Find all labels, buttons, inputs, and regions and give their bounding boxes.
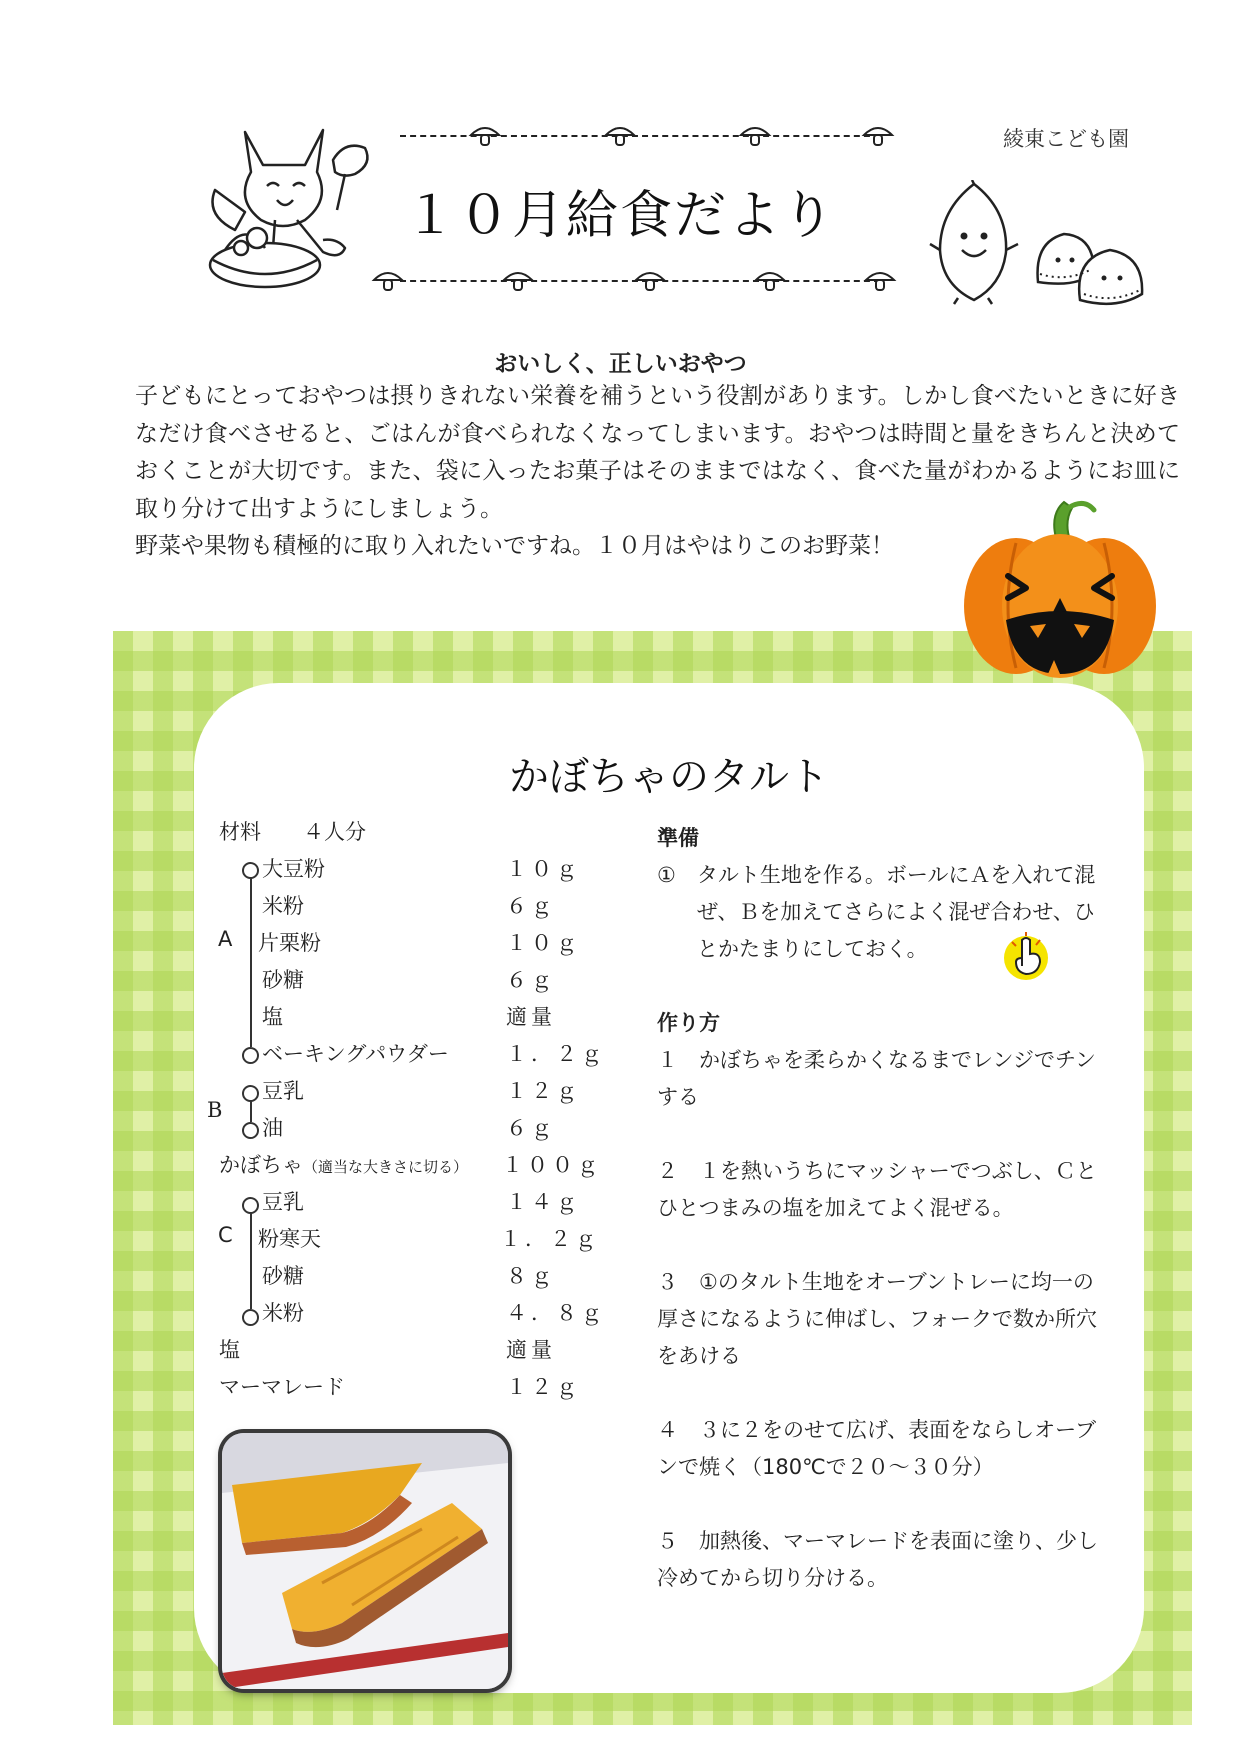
intro-paragraph: 子どもにとっておやつは摂りきれない栄養を補うという役割があります。しかし食べたいときに好きなだけ食べさせると、ごはんが食べられなくなってしまいます。おやつは時間と量をきちんと決めておくことが大切です。また、袋に入ったお菓子はそのままではなく、食べた量がわかるようにお皿に取り分けて出すようにしましょう。 <box>135 383 1180 522</box>
prep-step: ① タルト生地を作る。ボールにＡを入れて混ぜ、Ｂを加えてさらによく混ぜ合わせ、ひとかたまりにしておく。 <box>657 863 1096 961</box>
ingredient-name: マーマレード <box>219 1375 345 1399</box>
group-b-connector-bottom <box>242 1122 259 1139</box>
mushroom-icon <box>741 128 769 145</box>
ingredient-name: 塩 <box>262 1005 283 1029</box>
method-step: ５ 加熱後、マーマレードを表面に塗り、少し冷めてから切り分ける。 <box>657 1529 1098 1590</box>
ingredient-name-pumpkin <box>219 1149 468 1179</box>
tart-photo <box>222 1433 508 1689</box>
ingredient-name: かぼちゃ <box>219 1153 303 1177</box>
mushroom-icon <box>636 273 664 290</box>
ingredient-qty: ６ｇ <box>506 894 556 918</box>
ingredient-name: 片栗粉 <box>258 931 321 955</box>
ingredient-name: 米粉 <box>262 1301 304 1325</box>
group-b-line <box>250 1100 252 1122</box>
chestnut-icon <box>1030 222 1150 307</box>
method-step: ３ ①のタルト生地をオーブントレーに均一の厚さになるように伸ばし、フォークで数か所穴をあける <box>657 1270 1097 1368</box>
school-name: 綾東こども園 <box>1003 127 1129 151</box>
recipe-title: かぼちゃのタルト <box>509 754 829 800</box>
ingredient-qty: １．２ｇ <box>506 1042 606 1066</box>
ingredient-note: （適当な大きさに切る） <box>303 1158 469 1176</box>
ingredient-name: 大豆粉 <box>262 857 325 881</box>
ingredients-heading: 材料 ４人分 <box>219 820 366 844</box>
group-label-b: B <box>207 1098 223 1122</box>
ingredient-qty: １．２ｇ <box>500 1227 600 1251</box>
ingredient-qty: ８ｇ <box>506 1264 556 1288</box>
ingredient-qty: １４ｇ <box>506 1190 581 1214</box>
ingredient-name: 砂糖 <box>262 1264 304 1288</box>
group-label-c: C <box>218 1223 233 1247</box>
ingredient-qty: １０ｇ <box>506 931 581 955</box>
tart-photo-image <box>222 1433 508 1689</box>
fox-mascot-icon <box>205 120 390 300</box>
ingredient-qty: ６ｇ <box>506 968 556 992</box>
ingredient-name: 豆乳 <box>262 1190 304 1214</box>
ingredient-qty: 適量 <box>506 1005 556 1029</box>
ingredient-name: ベーキングパウダー <box>262 1042 449 1066</box>
mushroom-icon <box>864 128 892 145</box>
mushroom-icon <box>606 128 634 145</box>
page-title: １０月給食だより <box>403 186 836 246</box>
mushroom-icon <box>756 273 784 290</box>
mushroom-icon <box>866 273 894 290</box>
prep-heading: 準備 <box>657 826 699 850</box>
method-step: ４ ３に２をのせて広げ、表面をならしオーブンで焼く（180℃で２０～３０分） <box>657 1418 1097 1479</box>
intro-paragraph: 野菜や果物も積極的に取り入れたいですね。１０月はやはりこのお野菜！ <box>135 533 894 559</box>
sweet-potato-icon <box>928 180 1020 305</box>
ingredient-qty: 適量 <box>506 1338 556 1362</box>
group-c-line <box>250 1212 252 1309</box>
ingredient-qty: １０ｇ <box>506 857 581 881</box>
method-step: １ かぼちゃを柔らかくなるまでレンジでチンする <box>657 1048 1096 1109</box>
method-heading: 作り方 <box>657 1011 720 1035</box>
group-a-line <box>250 877 252 1047</box>
ingredient-name: 豆乳 <box>262 1079 304 1103</box>
group-a-connector-bottom <box>242 1047 259 1064</box>
intro-heading: おいしく、正しいおやつ <box>494 351 747 377</box>
method-step: ２ １を熱いうちにマッシャーでつぶし、Ｃとひとつまみの塩を加えてよく混ぜる。 <box>657 1159 1097 1220</box>
jack-o-lantern-icon <box>960 498 1160 680</box>
mushroom-icon <box>471 128 499 145</box>
ingredient-qty: １２ｇ <box>506 1375 581 1399</box>
ingredient-qty: １２ｇ <box>506 1079 581 1103</box>
ingredient-name: 塩 <box>219 1338 240 1362</box>
group-label-a: A <box>218 927 233 951</box>
ingredient-name: 油 <box>262 1116 283 1140</box>
mushroom-icon <box>504 273 532 290</box>
group-c-connector-bottom <box>242 1309 259 1326</box>
ingredient-qty: ６ｇ <box>506 1116 556 1140</box>
ingredient-name: 砂糖 <box>262 968 304 992</box>
ingredient-name: 粉寒天 <box>258 1227 321 1251</box>
ingredient-name: 米粉 <box>262 894 304 918</box>
ingredient-qty: ４．８ｇ <box>506 1301 606 1325</box>
pointing-hand-icon <box>1000 930 1052 982</box>
ingredient-qty: １００ｇ <box>502 1153 602 1177</box>
